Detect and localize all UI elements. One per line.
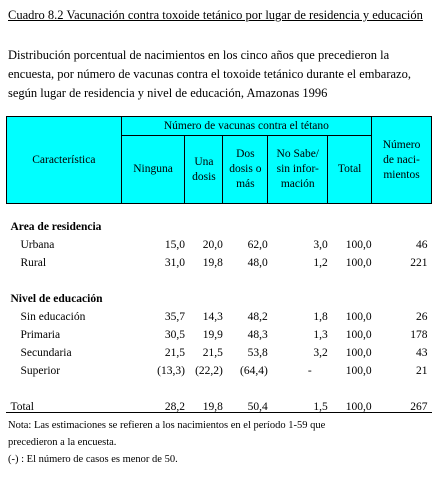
cell-dos: 53,8	[247, 346, 268, 359]
cell-nosabe: 1,8	[313, 310, 328, 323]
header-births-label: Número de naci- mientos	[382, 138, 421, 181]
cell-ninguna: 30,5	[164, 328, 185, 341]
cell-births: 267	[410, 400, 428, 413]
cell-ninguna: 21,5	[164, 346, 185, 359]
header-births	[372, 117, 432, 204]
cell-births: 26	[416, 310, 428, 323]
table-description: Distribución porcentual de nacimientos en los cinco años que precedieron la encuesta, por número de vacunas contra el toxoide tetánico durante el embarazo, según lugar de residencia y nivel de educación, Amazonas 1996	[8, 48, 411, 100]
cell-total: 100,0	[345, 310, 372, 323]
cell-una: 19,8	[202, 256, 223, 269]
cell-una: 14,3	[202, 310, 223, 323]
section-heading-residencia: Area de residencia	[10, 220, 102, 233]
cell-total: 100,0	[345, 328, 372, 341]
row-label: Superior	[20, 364, 61, 377]
cell-dos: 48,2	[247, 310, 268, 323]
cell-total: 100,0	[345, 400, 372, 413]
cell-una: 19,9	[202, 328, 223, 341]
table-title: Cuadro 8.2 Vacunación contra toxoide tetánico por lugar de residencia y educación	[8, 8, 423, 22]
cell-births: 21	[416, 364, 428, 377]
row-label: Secundaria	[20, 346, 72, 359]
cell-ninguna: (13,3)	[157, 364, 185, 377]
cell-nosabe: 3,0	[313, 238, 328, 251]
cell-total: 100,0	[345, 346, 372, 359]
header-una-dosis-label: Una dosis	[192, 155, 216, 183]
row-label: Rural	[20, 256, 47, 269]
header-total: Total	[328, 136, 372, 204]
section-heading-educacion: Nivel de educación	[10, 292, 103, 305]
table-row	[7, 236, 432, 254]
header-no-sabe-label: No Sabe/ sin infor- mación	[276, 148, 319, 190]
cell-ninguna: 28,2	[164, 400, 185, 413]
cell-nosabe: 1,5	[313, 400, 328, 413]
table-notes	[6, 412, 432, 468]
cell-dos: 48,0	[247, 256, 268, 269]
cell-ninguna: 31,0	[164, 256, 185, 269]
cell-nosabe: 1,2	[313, 256, 328, 269]
header-una-dosis	[185, 136, 223, 204]
table-row	[7, 308, 432, 326]
cell-total: 100,0	[345, 364, 372, 377]
table-row	[7, 254, 432, 272]
cell-dos: 48,3	[247, 328, 268, 341]
cell-dos: 62,0	[247, 238, 268, 251]
note-line: Nota: Las estimaciones se refieren a los nacimientos en el período 1-59 que	[8, 420, 326, 431]
header-ninguna: Ninguna	[121, 136, 185, 204]
header-dos-dosis	[223, 136, 268, 204]
header-dos-dosis-label: Dos dosis o más	[229, 148, 262, 190]
note-line: precedieron a la encuesta.	[8, 437, 117, 448]
note-line: (-) : El número de casos es menor de 50.	[8, 454, 178, 465]
cell-ninguna: 15,0	[164, 238, 185, 251]
cell-una: 20,0	[202, 238, 223, 251]
cell-nosabe: -	[307, 364, 312, 377]
cell-births: 43	[416, 346, 428, 359]
vaccination-table	[6, 116, 432, 416]
cell-ninguna: 35,7	[164, 310, 185, 323]
cell-total: 100,0	[345, 238, 372, 251]
cell-una: 21,5	[202, 346, 223, 359]
cell-dos: (64,4)	[240, 364, 268, 377]
row-label: Sin educación	[20, 310, 86, 323]
table-row	[7, 362, 432, 380]
header-characteristic: Característica	[7, 117, 122, 204]
cell-total: 100,0	[345, 256, 372, 269]
cell-nosabe: 1,3	[313, 328, 328, 341]
cell-una: (22,2)	[195, 364, 223, 377]
row-label: Primaria	[20, 328, 61, 341]
cell-births: 178	[410, 328, 428, 341]
cell-births: 46	[416, 238, 428, 251]
cell-nosabe: 3,2	[313, 346, 328, 359]
row-label: Urbana	[20, 238, 55, 251]
cell-una: 19,8	[202, 400, 223, 413]
table-row	[7, 344, 432, 362]
header-vaccine-group: Número de vacunas contra el tétano	[121, 117, 371, 136]
cell-births: 221	[410, 256, 428, 269]
table-row	[7, 326, 432, 344]
cell-dos: 50,4	[247, 400, 268, 413]
row-label: Total	[10, 400, 34, 413]
header-no-sabe	[268, 136, 328, 204]
